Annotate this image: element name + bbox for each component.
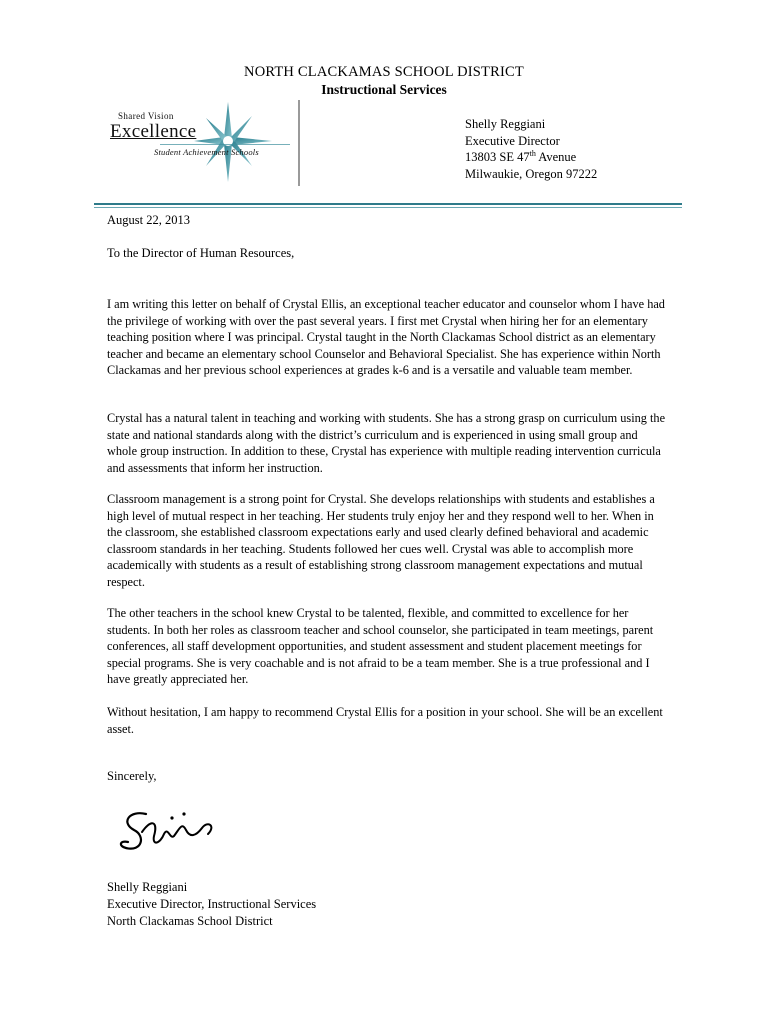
sender-name: Shelly Reggiani [465, 117, 546, 131]
letterhead-divider [298, 100, 300, 186]
sender-street-rest: Avenue [535, 150, 577, 164]
salutation: To the Director of Human Resources, [107, 246, 295, 260]
letter-date: August 22, 2013 [107, 213, 190, 227]
sender-street [465, 149, 597, 166]
sender-block [465, 116, 597, 182]
logo-tagline: Shared Vision [118, 111, 174, 121]
handwritten-signature [112, 800, 222, 868]
district-logo [102, 100, 302, 190]
sender-street-number: 13803 SE 47 [465, 150, 530, 164]
signer-title: Executive Director, Instructional Services [107, 897, 317, 911]
logo-subline: Student Achievement Schools [154, 147, 259, 157]
header-rule [94, 203, 682, 205]
body-paragraph: Classroom management is a strong point for Crystal. She develops relationships with students and establishes a high level of mutual respect in her teaching. Her students truly enjoy her and they respond well to her. When in the classroom, she established classroom expectations early and used clearly defined behavioral and academic classroom standards in her teaching. Students followed her cues well. Crystal was able to accomplish more academically with students as a result of establishing strong classroom management expectations and mutual respect. [107, 492, 655, 589]
sender-street-suffix: th [529, 149, 536, 158]
signer-block [107, 879, 316, 930]
body-paragraph: The other teachers in the school knew Crystal to be talented, flexible, and committed to excellence for her students. In both her roles as classroom teacher and school counselor, she participated in team meetings, parent conferences, all staff development opportunities, and student assessment and student placement meetings for special programs. She is very coachable and is not afraid to be a team member. She is a true professional and I have greatly appreciated her. [107, 606, 654, 686]
sender-city: Milwaukie, Oregon 97222 [465, 166, 598, 181]
signer-organization: North Clackamas School District [107, 914, 273, 928]
district-name: NORTH CLACKAMAS SCHOOL DISTRICT [244, 64, 524, 80]
body-paragraph: Without hesitation, I am happy to recommend Crystal Ellis for a position in your school. She will be an excellent asset. [107, 705, 663, 736]
signer-name: Shelly Reggiani [107, 880, 188, 894]
header-rule-thin [94, 207, 682, 208]
division-name: Instructional Services [321, 82, 447, 97]
closing: Sincerely, [107, 769, 157, 783]
logo-wordmark: Excellence [110, 121, 197, 142]
sender-title: Executive Director [465, 133, 560, 148]
body-paragraph: Crystal has a natural talent in teaching and working with students. She has a strong grasp on curriculum using the state and national standards along with the district’s curriculum and is experienced in using small group and whole group instruction. In addition to these, Crystal has experience with multiple reading intervention curricula and assessments that inform her instruction. [107, 411, 666, 475]
body-paragraph: I am writing this letter on behalf of Crystal Ellis, an exceptional teacher educator and counselor whom I have had the privilege of working with over the past several years. I first met Crystal when hiring her for an elementary teaching position where I was principal. Crystal taught in the North Clackamas School district as an elementary teacher and became an elementary school Counselor and Behavioral Specialist. She has experience within North Clackamas and her previous school experiences at grades k-6 and is a versatile and valuable team member. [107, 297, 665, 377]
